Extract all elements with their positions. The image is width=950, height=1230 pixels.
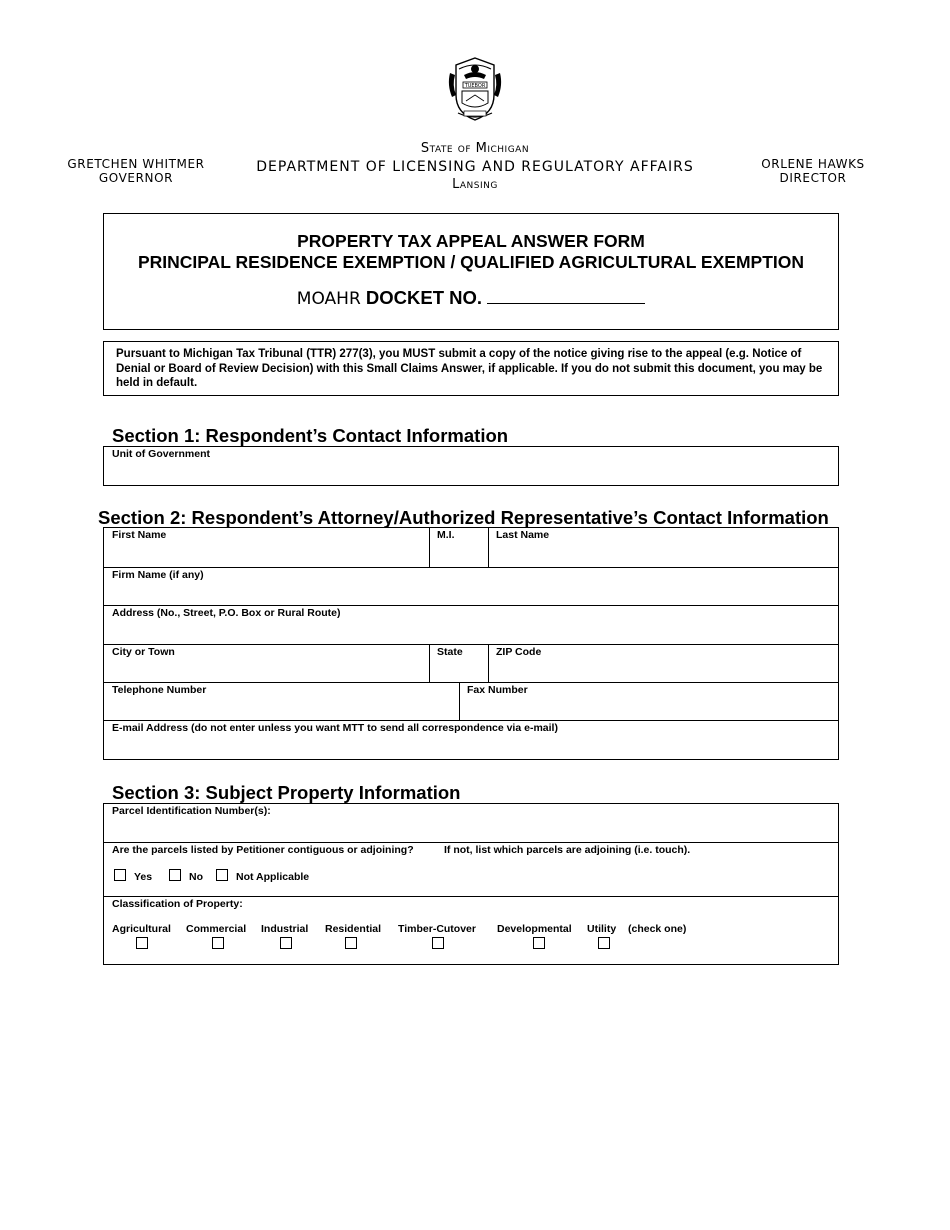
section1-heading: Section 1: Respondent’s Contact Information <box>112 425 509 446</box>
firm-name-field[interactable] <box>104 568 838 605</box>
first-name-label: First Name <box>112 529 167 541</box>
class-industrial-checkbox[interactable] <box>280 937 292 949</box>
state-field[interactable] <box>430 645 488 682</box>
governor-block <box>56 157 216 185</box>
state-seal <box>444 55 506 123</box>
fax-label: Fax Number <box>467 684 528 696</box>
zip-code-label: ZIP Code <box>496 646 542 658</box>
department-block <box>215 140 735 194</box>
class-utility-checkbox[interactable] <box>598 937 610 949</box>
last-name-field[interactable] <box>489 528 838 567</box>
class-commercial-label: Commercial <box>186 923 247 935</box>
section2-table <box>103 527 839 760</box>
notice-box <box>103 341 839 396</box>
docket-number-field[interactable] <box>487 285 645 304</box>
docket-prefix: MOAHR <box>296 289 361 309</box>
parcel-id-field[interactable] <box>104 804 838 842</box>
zip-code-field[interactable] <box>489 645 838 682</box>
class-timber-cutover-checkbox[interactable] <box>432 937 444 949</box>
class-developmental-label: Developmental <box>497 923 572 935</box>
not-applicable-label: Not Applicable <box>236 871 310 883</box>
address-label: Address (No., Street, P.O. Box or Rural Route) <box>112 607 341 619</box>
middle-initial-field[interactable] <box>430 528 488 567</box>
contiguous-followup: If not, list which parcels are adjoining (i.e. touch). <box>444 844 691 856</box>
form-subtitle: PRINCIPAL RESIDENCE EXEMPTION / QUALIFIED AGRICULTURAL EXEMPTION <box>137 252 805 272</box>
no-label: No <box>189 871 203 883</box>
seal-banner-text: TUEBOR <box>464 83 486 89</box>
telephone-label: Telephone Number <box>112 684 207 696</box>
city-field[interactable] <box>104 645 429 682</box>
title-box <box>103 213 839 330</box>
section3-heading: Section 3: Subject Property Information <box>112 782 461 803</box>
docket-line <box>104 285 838 309</box>
middle-initial-label: M.I. <box>437 529 455 541</box>
section3-table <box>103 803 839 965</box>
governor-title: GOVERNOR <box>98 171 174 185</box>
governor-name: GRETCHEN WHITMER <box>67 157 205 171</box>
no-checkbox[interactable] <box>169 869 181 881</box>
classification-row <box>104 897 838 964</box>
fax-field[interactable] <box>460 683 838 720</box>
docket-label: DOCKET NO. <box>365 287 483 308</box>
director-name: ORLENE HAWKS <box>761 157 865 171</box>
class-residential-checkbox[interactable] <box>345 937 357 949</box>
state-seal-icon <box>444 55 506 123</box>
first-name-field[interactable] <box>104 528 429 567</box>
telephone-field[interactable] <box>104 683 459 720</box>
state-label: State <box>437 646 463 658</box>
yes-label: Yes <box>134 871 153 883</box>
director-block <box>733 157 893 185</box>
city-label: City or Town <box>112 646 175 658</box>
class-developmental-checkbox[interactable] <box>533 937 545 949</box>
contiguous-row <box>104 843 838 896</box>
class-commercial-checkbox[interactable] <box>212 937 224 949</box>
email-label: E-mail Address (do not enter unless you want MTT to send all correspondence via e-mail) <box>112 722 558 734</box>
class-agricultural-checkbox[interactable] <box>136 937 148 949</box>
parcel-id-label: Parcel Identification Number(s): <box>112 805 271 817</box>
class-agricultural-label: Agricultural <box>112 923 171 935</box>
contiguous-question: Are the parcels listed by Petitioner contiguous or adjoining? <box>112 844 414 856</box>
form-title: PROPERTY TAX APPEAL ANSWER FORM <box>297 231 645 251</box>
class-industrial-label: Industrial <box>261 923 309 935</box>
not-applicable-checkbox[interactable] <box>216 869 228 881</box>
class-timber-cutover-label: Timber-Cutover <box>398 923 476 935</box>
section2-heading: Section 2: Respondent’s Attorney/Authorized Representative’s Contact Information <box>98 507 829 528</box>
yes-checkbox[interactable] <box>114 869 126 881</box>
unit-of-government-field[interactable] <box>103 446 839 486</box>
last-name-label: Last Name <box>496 529 550 541</box>
state-name: State of Michigan <box>420 141 530 156</box>
address-field[interactable] <box>104 606 838 644</box>
class-residential-label: Residential <box>325 923 382 935</box>
firm-name-label: Firm Name (if any) <box>112 569 204 581</box>
class-utility-label: Utility <box>587 923 617 935</box>
classification-label: Classification of Property: <box>112 898 243 910</box>
notice-text: Pursuant to Michigan Tax Tribunal (TTR) 277(3), you MUST submit a copy of the notice giving rise to the appeal (e.g. Notice of Denial or Board of Review Decision) with this Small Claims Answer, if applicable. If you do not submit this document, you may be held in default. <box>116 348 823 389</box>
unit-of-government-label: Unit of Government <box>112 448 211 460</box>
department-name: DEPARTMENT OF LICENSING AND REGULATORY AFFAIRS <box>256 159 694 175</box>
city-name: Lansing <box>452 177 498 192</box>
check-one-note: (check one) <box>628 923 687 935</box>
director-title: DIRECTOR <box>779 171 847 185</box>
email-field[interactable] <box>104 721 838 759</box>
